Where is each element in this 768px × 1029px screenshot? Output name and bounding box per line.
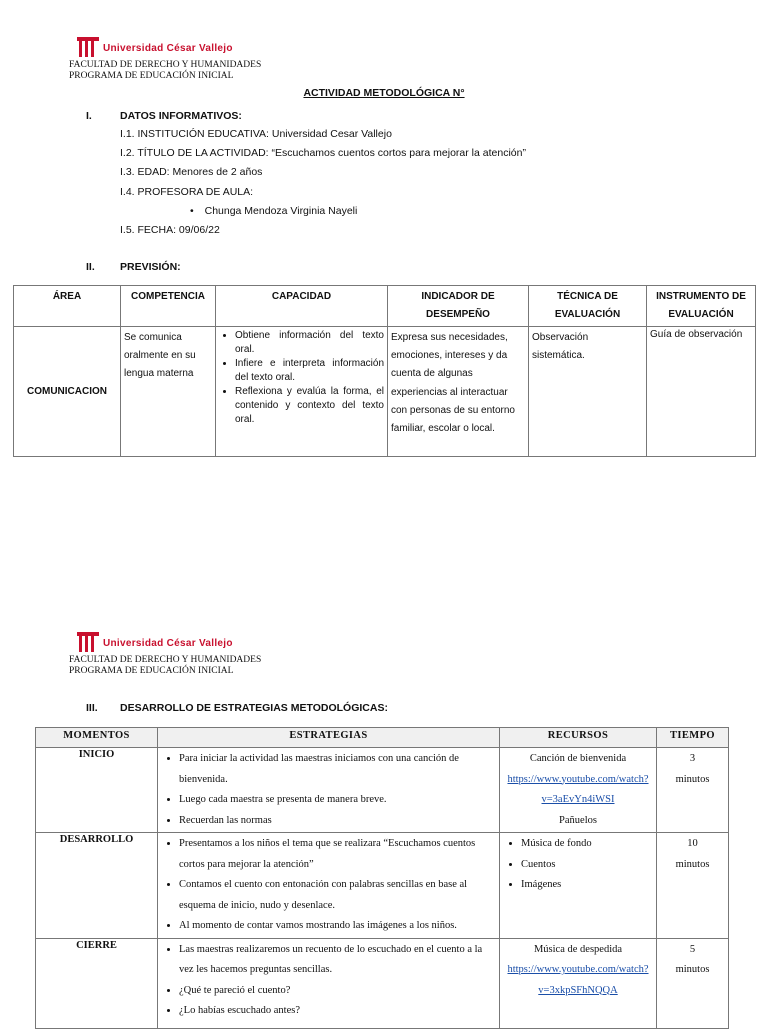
resource-title: Música de despedida <box>533 943 623 955</box>
cell-tecnica: Observación sistemática. <box>529 327 647 457</box>
list-item: • ¿Qué te pareció el cuento? <box>179 981 498 1002</box>
col-header-momentos: MOMENTOS <box>36 728 158 748</box>
resource-link[interactable]: https://www.youtube.com/watch?v=3aEvYn4iWSI <box>507 773 649 805</box>
cell-tiempo <box>657 938 729 1028</box>
list-item: • Presentamos a los niños el tema que se realizara “Escuchamos cuentos cortos para mejorar la atención” <box>179 834 498 875</box>
list-item: • Recuerdan las normas <box>179 811 498 832</box>
moment-cierre: CIERRE <box>36 938 158 1028</box>
info-teacher: Chunga Mendoza Virginia Nayeli <box>204 205 358 217</box>
faculty-name: FACULTAD DE DERECHO Y HUMANIDADES <box>69 60 262 70</box>
faculty-name: FACULTAD DE DERECHO Y HUMANIDADES <box>69 655 262 665</box>
table-row <box>36 938 729 1028</box>
time-value: 10 <box>687 838 698 849</box>
university-logo <box>77 632 233 654</box>
col-header-indicador: INDICADOR DE DESEMPEÑO <box>388 286 529 327</box>
moment-desarrollo: DESARROLLO <box>36 833 158 939</box>
resource-link[interactable]: https://www.youtube.com/watch?v=3xkpSFhNQQA <box>507 964 649 996</box>
col-header-area: ÁREA <box>14 286 121 327</box>
list-item: • Luego cada maestra se presenta de manera breve. <box>179 790 498 811</box>
section3-title: DESARROLLO DE ESTRATEGIAS METODOLÓGICAS: <box>120 702 388 714</box>
list-item: • Las maestras realizaremos un recuento de lo escuchado en el cuento a la vez les hacemos preguntas sencillas. <box>179 940 498 981</box>
prevision-table <box>13 285 756 457</box>
time-value: 5 <box>689 943 696 955</box>
university-logo <box>77 37 233 59</box>
list-item: • Para iniciar la actividad las maestras iniciamos con una canción de bienvenida. <box>179 749 498 790</box>
list-item: • Obtiene información del texto oral. <box>235 329 384 357</box>
cell-area: COMUNICACION <box>14 327 121 457</box>
cell-competencia: Se comunica oralmente en su lengua materna <box>121 327 216 457</box>
time-unit: minutos <box>675 773 710 785</box>
list-item: • Reflexiona y evalúa la forma, el contenido y contexto del texto oral. <box>235 385 384 427</box>
info-date: I.5. FECHA: 09/06/22 <box>120 224 220 236</box>
list-item: • Cuentos <box>521 855 655 876</box>
col-header-recursos: RECURSOS <box>500 728 657 748</box>
ucv-logo-icon <box>77 632 99 654</box>
moment-inicio: INICIO <box>36 748 158 833</box>
info-age: I.3. EDAD: Menores de 2 años <box>120 166 263 178</box>
time-value: 3 <box>689 753 696 764</box>
resource-extra: Pañuelos <box>559 814 597 826</box>
cell-estrategias <box>158 833 500 939</box>
logo-text: Universidad César Vallejo <box>103 42 233 54</box>
list-item: • Imágenes <box>521 875 655 896</box>
col-header-competencia: COMPETENCIA <box>121 286 216 327</box>
document-title: ACTIVIDAD METODOLÓGICA N° <box>303 87 465 99</box>
info-teacher-item <box>190 205 357 217</box>
time-unit: minutos <box>675 858 710 870</box>
col-header-capacidad: CAPACIDAD <box>216 286 388 327</box>
bullet-icon: • <box>190 205 194 217</box>
logo-text: Universidad César Vallejo <box>103 637 233 649</box>
cell-estrategias <box>158 938 500 1028</box>
list-item: • Al momento de contar vamos mostrando las imágenes a los niños. <box>179 916 498 937</box>
section2-title: PREVISIÓN: <box>120 261 181 273</box>
strategies-table <box>35 727 729 1029</box>
info-institution: I.1. INSTITUCIÓN EDUCATIVA: Universidad Cesar Vallejo <box>120 128 392 140</box>
cell-recursos <box>500 938 657 1028</box>
program-name: PROGRAMA DE EDUCACIÓN INICIAL <box>69 666 234 676</box>
cell-tiempo <box>657 833 729 939</box>
cell-indicador: Expresa sus necesidades, emociones, intereses y da cuenta de algunas experiencias al interactuar con personas de su entorno familiar, escolar o local. <box>388 327 529 457</box>
info-teacher-label: I.4. PROFESORA DE AULA: <box>120 186 254 198</box>
col-header-tecnica: TÉCNICA DE EVALUACIÓN <box>529 286 647 327</box>
section2-number: II. <box>86 261 95 273</box>
cell-tiempo <box>657 748 729 833</box>
resource-title: Canción de bienvenida <box>529 753 627 764</box>
table-row <box>36 833 729 939</box>
section3-number: III. <box>86 702 98 714</box>
list-item: • Música de fondo <box>521 834 655 855</box>
list-item: • ¿Lo habías escuchado antes? <box>179 1001 498 1022</box>
cell-capacidad <box>216 327 388 457</box>
col-header-instrumento: INSTRUMENTO DE EVALUACIÓN <box>647 286 756 327</box>
section1-title: DATOS INFORMATIVOS: <box>120 110 242 122</box>
table-row <box>36 748 729 833</box>
time-unit: minutos <box>675 964 710 975</box>
cell-estrategias <box>158 748 500 833</box>
list-item: • Contamos el cuento con entonación con palabras sencillas en base al esquema de inicio, nudo y desenlace. <box>179 875 498 916</box>
list-item: • Infiere e interpreta información del texto oral. <box>235 357 384 385</box>
col-header-tiempo: TIEMPO <box>657 728 729 748</box>
cell-recursos <box>500 833 657 939</box>
info-activity: I.2. TÍTULO DE LA ACTIVIDAD: “Escuchamos cuentos cortos para mejorar la atención” <box>120 147 526 159</box>
col-header-estrategias: ESTRATEGIAS <box>158 728 500 748</box>
cell-instrumento: Guía de observación <box>647 327 756 457</box>
cell-recursos <box>500 748 657 833</box>
section1-number: I. <box>86 110 92 122</box>
ucv-logo-icon <box>77 37 99 59</box>
program-name: PROGRAMA DE EDUCACIÓN INICIAL <box>69 71 234 81</box>
